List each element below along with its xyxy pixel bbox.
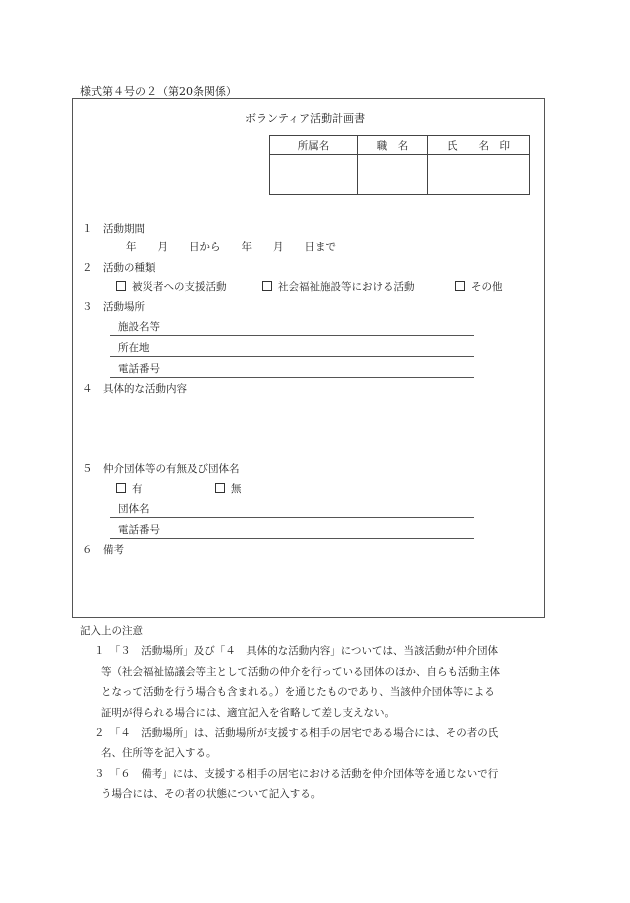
note-line: 名、住所等を記入する。 [101, 747, 217, 759]
affiliation-field[interactable] [270, 155, 358, 195]
section-6-number: ６ [82, 544, 93, 556]
facility-name-label: 施設名等 [118, 321, 160, 333]
checkbox-icon[interactable] [262, 281, 272, 291]
address-label: 所在地 [118, 342, 150, 354]
checkbox-icon[interactable] [215, 483, 225, 493]
section-2-title: 活動の種類 [103, 262, 156, 274]
option-label: 被災者への支援活動 [132, 281, 227, 293]
option-disaster-support[interactable] [116, 279, 227, 294]
option-no-intermediary[interactable] [215, 481, 242, 496]
organization-phone-label: 電話番号 [118, 524, 160, 536]
option-other[interactable] [455, 279, 503, 294]
section-3-title: 活動場所 [103, 301, 145, 313]
signature-table [269, 135, 530, 195]
note-line: となって活動を行う場合も含まれる。）を通じたものであり、当該仲介団体等による [101, 686, 495, 698]
note-line: １ 「３ 活動場所」及び「４ 具体的な活動内容」については、当該活動が仲介団体 [94, 645, 499, 657]
note-line: ３ 「６ 備考」には、支援する相手の居宅における活動を仲介団体等を通じないで行 [94, 768, 499, 780]
facility-name-line[interactable] [110, 335, 474, 336]
notes-heading: 記入上の注意 [80, 625, 143, 637]
affiliation-header: 所属名 [270, 136, 358, 155]
checkbox-icon[interactable] [455, 281, 465, 291]
organization-name-label: 団体名 [118, 503, 150, 515]
section-4-title: 具体的な活動内容 [103, 383, 187, 395]
name-seal-field[interactable] [428, 155, 530, 195]
position-field[interactable] [358, 155, 428, 195]
option-label: 無 [231, 483, 242, 495]
option-has-intermediary[interactable] [116, 481, 143, 496]
option-welfare-facility[interactable] [262, 279, 415, 294]
option-label: その他 [471, 281, 503, 293]
name-seal-header: 氏 名 印 [428, 136, 530, 155]
section-5-number: ５ [82, 463, 93, 475]
section-3-number: ３ [82, 301, 93, 313]
address-line[interactable] [110, 356, 474, 357]
activity-period-field[interactable]: 年 月 日から 年 月 日まで [126, 241, 336, 253]
phone-line[interactable] [110, 377, 474, 378]
section-5-title: 仲介団体等の有無及び団体名 [103, 463, 240, 475]
note-line: 証明が得られる場合には、適宜記入を省略して差し支えない。 [101, 707, 395, 719]
checkbox-icon[interactable] [116, 483, 126, 493]
form-number-label: 様式第４号の２（第20条関係） [80, 85, 237, 98]
option-label: 有 [132, 483, 143, 495]
section-4-number: ４ [82, 383, 93, 395]
form-title: ボランティア活動計画書 [245, 112, 366, 125]
option-label: 社会福祉施設等における活動 [278, 281, 415, 293]
phone-label: 電話番号 [118, 363, 160, 375]
section-1-number: １ [82, 223, 93, 235]
position-header: 職 名 [358, 136, 428, 155]
organization-phone-line[interactable] [110, 538, 474, 539]
note-line: う場合には、その者の状態について記入する。 [101, 788, 322, 800]
section-2-number: ２ [82, 262, 93, 274]
section-1-title: 活動期間 [103, 223, 145, 235]
note-line: ２ 「４ 活動場所」は、活動場所が支援する相手の居宅である場合には、その者の氏 [94, 727, 499, 739]
note-line: 等（社会福祉協議会等主として活動の仲介を行っている団体のほか、自らも活動主体 [101, 666, 500, 678]
section-6-title: 備考 [103, 544, 124, 556]
checkbox-icon[interactable] [116, 281, 126, 291]
organization-name-line[interactable] [110, 517, 474, 518]
